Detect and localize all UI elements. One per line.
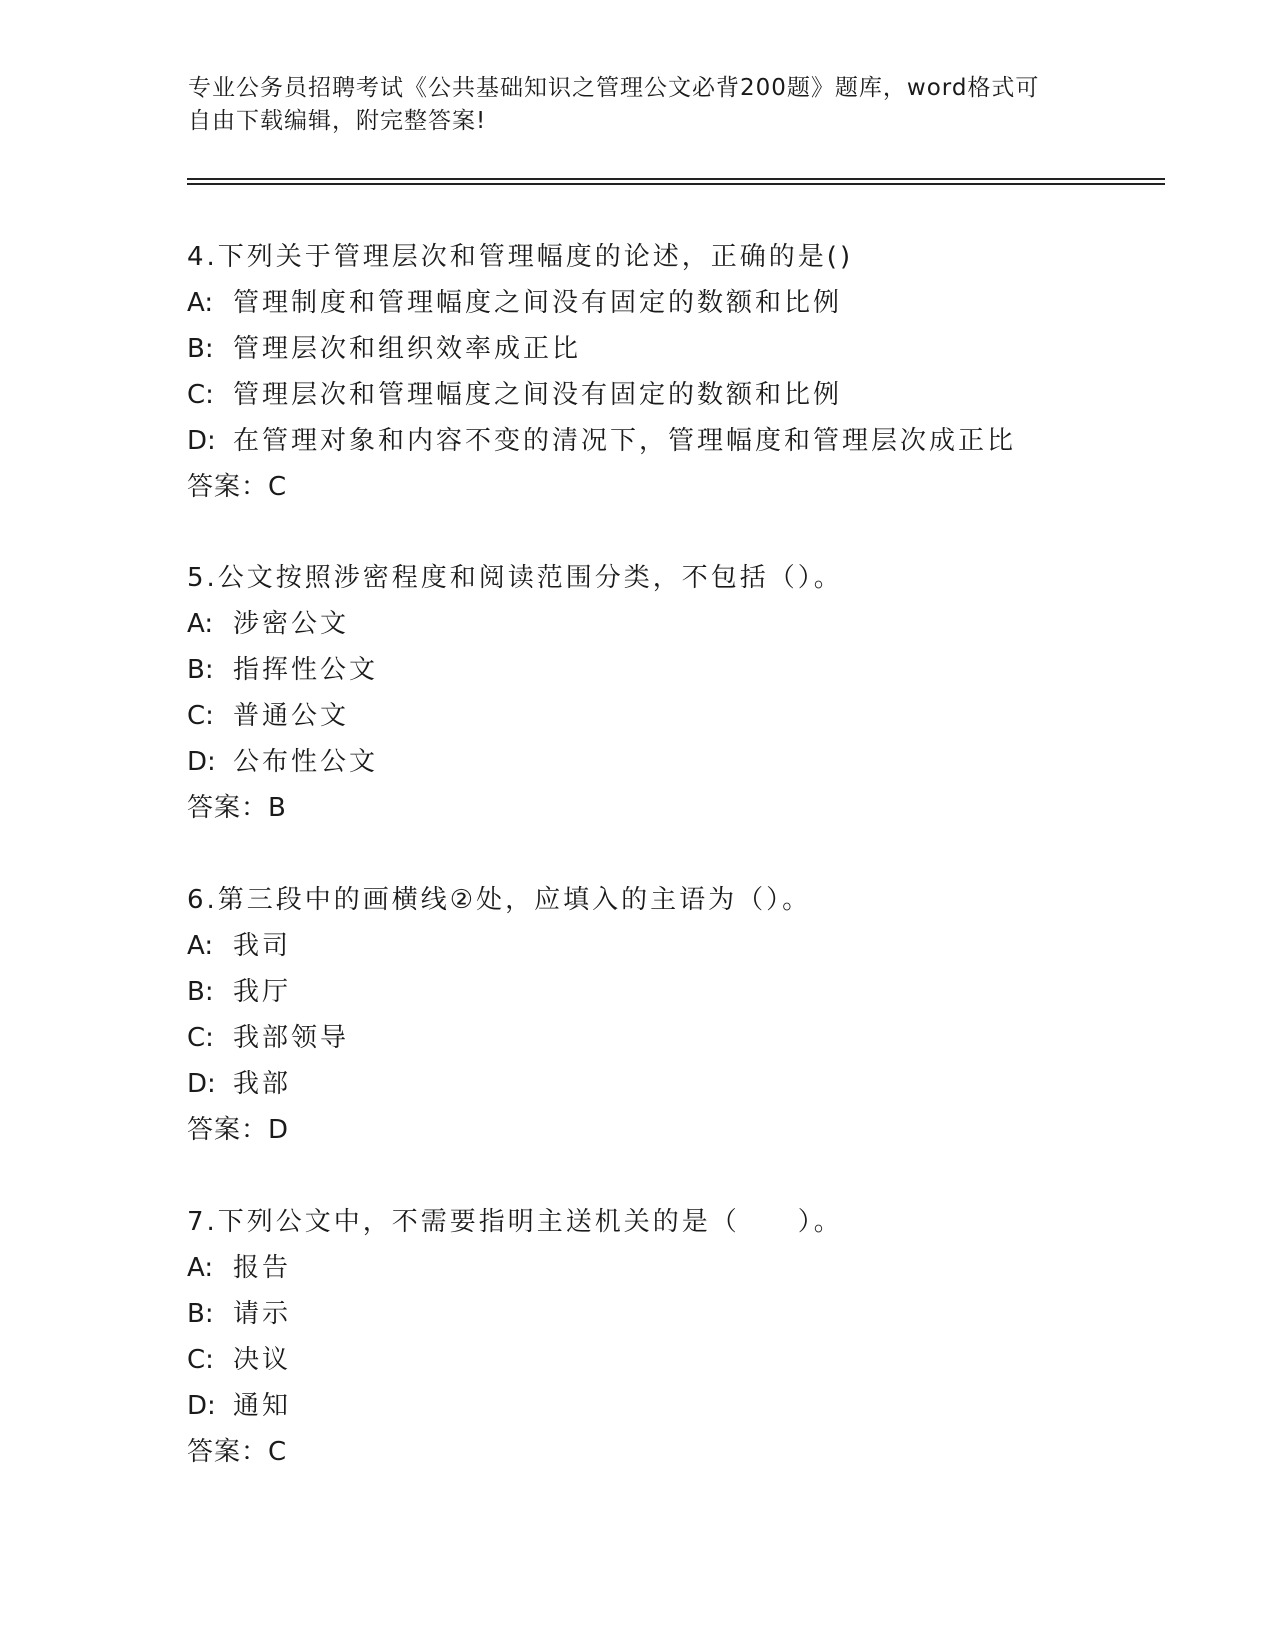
option-key: D: (187, 426, 216, 456)
option-key: A: (187, 609, 214, 639)
question-5 (187, 555, 1187, 831)
option-a (187, 601, 1187, 647)
option-key: B: (187, 655, 214, 685)
answer-line: 答案：C (187, 472, 288, 502)
option-text: 管理层次和管理幅度之间没有固定的数额和比例 (233, 380, 843, 410)
option-text: 我部领导 (233, 1023, 350, 1053)
option-a (187, 1245, 1187, 1291)
option-text: 普通公文 (233, 701, 350, 731)
option-text: 在管理对象和内容不变的清况下，管理幅度和管理层次成正比 (233, 426, 1017, 456)
option-text: 公布性公文 (233, 747, 379, 777)
option-key: A: (187, 288, 214, 318)
option-key: C: (187, 380, 214, 410)
option-key: A: (187, 1253, 214, 1283)
option-c (187, 693, 1187, 739)
option-c (187, 1337, 1187, 1383)
option-text: 我厅 (233, 977, 292, 1007)
answer-line: 答案：B (187, 793, 287, 823)
option-key: D: (187, 1391, 216, 1421)
option-b (187, 326, 1187, 372)
question-stem: 7.下列公文中，不需要指明主送机关的是（ ）。 (187, 1207, 843, 1237)
option-text: 管理制度和管理幅度之间没有固定的数额和比例 (233, 288, 843, 318)
option-key: C: (187, 701, 214, 731)
option-key: C: (187, 1345, 214, 1375)
option-text: 报告 (233, 1253, 292, 1283)
option-key: B: (187, 977, 214, 1007)
option-text: 涉密公文 (233, 609, 350, 639)
option-d (187, 1061, 1187, 1107)
option-text: 指挥性公文 (233, 655, 379, 685)
answer-line: 答案：C (187, 1437, 288, 1467)
option-text: 管理层次和组织效率成正比 (233, 334, 582, 364)
option-d (187, 739, 1187, 785)
option-key: A: (187, 931, 214, 961)
option-c (187, 1015, 1187, 1061)
option-text: 决议 (233, 1345, 292, 1375)
option-key: B: (187, 1299, 214, 1329)
header-divider-bottom (187, 183, 1165, 185)
option-text: 我司 (233, 931, 292, 961)
question-6 (187, 877, 1187, 1153)
option-key: C: (187, 1023, 214, 1053)
header-line-1: 专业公务员招聘考试《公共基础知识之管理公文必背200题》题库，word格式可 (188, 75, 1040, 101)
option-d (187, 418, 1187, 464)
option-b (187, 969, 1187, 1015)
question-stem: 6.第三段中的画横线②处，应填入的主语为（）。 (187, 885, 812, 915)
header-divider-top (187, 178, 1165, 180)
option-b (187, 1291, 1187, 1337)
question-stem: 5.公文按照涉密程度和阅读范围分类，不包括（）。 (187, 563, 843, 593)
option-key: D: (187, 1069, 216, 1099)
header-line-2: 自由下载编辑，附完整答案! (188, 108, 487, 134)
question-7 (187, 1199, 1187, 1475)
document-header (188, 72, 1088, 138)
option-key: D: (187, 747, 216, 777)
option-text: 通知 (233, 1391, 292, 1421)
option-text: 我部 (233, 1069, 292, 1099)
option-b (187, 647, 1187, 693)
question-4 (187, 234, 1187, 510)
answer-line: 答案：D (187, 1115, 290, 1145)
option-key: B: (187, 334, 214, 364)
option-d (187, 1383, 1187, 1429)
option-text: 请示 (233, 1299, 292, 1329)
option-c (187, 372, 1187, 418)
option-a (187, 923, 1187, 969)
question-stem: 4.下列关于管理层次和管理幅度的论述，正确的是() (187, 242, 854, 272)
option-a (187, 280, 1187, 326)
